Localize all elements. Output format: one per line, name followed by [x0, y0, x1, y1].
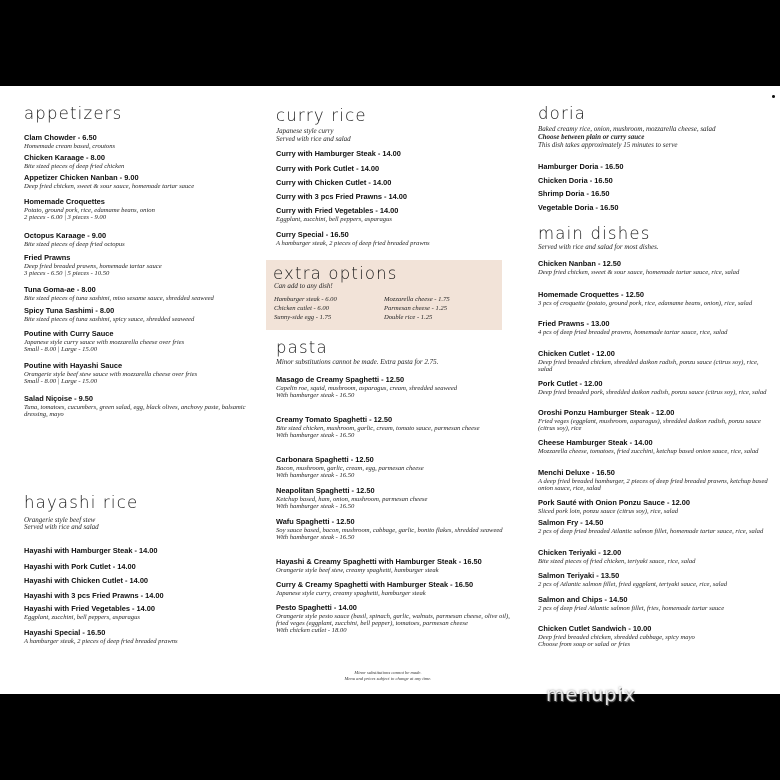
menu-item [24, 577, 260, 586]
item-description: Tuna, tomatoes, cucumbers, green salad, egg, black olives, anchovy paste, balsamic dressing, mayo [24, 403, 246, 418]
item-description: Bacon, mushroom, garlic, cream, egg, parmesan cheese [276, 464, 424, 472]
extra-options-subtitle: Can add to any dish! [274, 282, 333, 290]
menu-item [24, 198, 260, 221]
item-description: Choose from soup or salad or fries [538, 640, 631, 648]
menu-item [538, 596, 774, 612]
item-name: Poutine with Hayashi Sauce [24, 361, 123, 370]
item-extra-option: With hamburger steak - 16.50 [276, 431, 355, 439]
item-description: Bite sized pieces of deep fried octopus [24, 240, 125, 248]
item-description: Eggplant, zucchini, bell peppers, asparagus [24, 613, 140, 621]
menu-item [276, 487, 516, 510]
curry-heading: curry rice [276, 106, 367, 125]
menu-item [24, 307, 260, 323]
item-name: Vegetable Doria - 16.50 [538, 203, 619, 212]
item-price: Small - 8.00 | Large - 15.00 [24, 345, 97, 353]
menu-item [538, 204, 774, 213]
item-name: Hayashi with Hamburger Steak - 14.00 [24, 546, 158, 555]
extra-option: Chicken cutlet - 6.00 [274, 304, 329, 312]
menu-item [24, 629, 260, 645]
footer-line: Minor substitutions cannot be made. [354, 670, 422, 675]
item-name: Hayashi Special - 16.50 [24, 628, 106, 637]
item-name: Poutine with Curry Sauce [24, 329, 114, 338]
item-name: Hayashi with Pork Cutlet - 14.00 [24, 562, 136, 571]
menu-item [24, 592, 260, 601]
menu-item [276, 231, 516, 247]
menu-item [538, 469, 774, 492]
menu-item [276, 179, 516, 188]
item-description: Mozzarella cheese, tomatoes, fried zucchini, ketchup based onion sauce, rice, salad [538, 447, 759, 455]
extra-option: Hamburger steak - 6.00 [274, 296, 337, 303]
item-extra-option: With hamburger steak - 16.50 [276, 471, 355, 479]
item-description: Bite sized pieces of tuna sashimi, miso sesame sauce, shredded seaweed [24, 294, 214, 302]
menu-item [538, 409, 774, 432]
menu-item [276, 604, 516, 634]
item-name: Curry with Chicken Cutlet - 14.00 [276, 178, 392, 187]
extra-option: Sunny-side egg - 1.75 [274, 313, 332, 321]
menu-item [538, 163, 774, 172]
doria-description: Baked creamy rice, onion, mushroom, mozzarella cheese, salad [538, 125, 716, 133]
item-description: A hamburger steak, 2 pieces of deep fried breaded prawns [276, 239, 430, 247]
item-name: Curry with Pork Cutlet - 14.00 [276, 164, 380, 173]
item-name: Pesto Spaghetti - 14.00 [276, 603, 357, 612]
item-name: Hayashi with 3 pcs Fried Prawns - 14.00 [24, 591, 164, 600]
item-description: Orangerie style pesto sauce (basil, spinach, garlic, walnuts, parmesan cheese, olive oil), fried veges (eggplant, zucchini, bell pepper), tomatoes, parmesan cheese [276, 612, 510, 627]
footer-line: Menu and prices subject to change at any time. [344, 676, 432, 681]
item-name: Wafu Spaghetti - 12.50 [276, 517, 355, 526]
item-price: Small - 8.00 | Large - 15.00 [24, 377, 97, 385]
hayashi-subtitle: Served with rice and salad [24, 523, 99, 531]
menu-item [24, 232, 260, 248]
item-description: A deep fried breaded hamburger, 2 pieces of deep fried breaded prawns, ketchup based onion sauce, rice, salad [538, 477, 768, 492]
item-name: Homemade Croquettes [24, 197, 105, 206]
watermark: menupix [546, 684, 636, 706]
item-description: Bite sized pieces of tuna sashimi, spicy sauce, shredded seaweed [24, 315, 195, 323]
item-name: Clam Chowder - 6.50 [24, 133, 97, 142]
pasta-heading: pasta [276, 338, 328, 357]
menu-item [538, 380, 774, 396]
menu-item [276, 193, 516, 202]
item-name: Curry with Fried Vegetables - 14.00 [276, 206, 399, 215]
item-name: Carbonara Spaghetti - 12.50 [276, 455, 374, 464]
extra-options-box [266, 260, 502, 330]
menu-item [24, 154, 260, 170]
item-name: Curry with Hamburger Steak - 14.00 [276, 149, 401, 158]
item-name: Salmon Fry - 14.50 [538, 518, 604, 527]
item-extra-option: With hamburger steak - 16.50 [276, 502, 355, 510]
menu-item [538, 190, 774, 199]
item-name: Hamburger Doria - 16.50 [538, 162, 624, 171]
extra-option: Parmesan cheese - 1.25 [384, 304, 447, 312]
item-description: Fried veges (eggplant, mushroom, asparagus), shredded daikon radish, ponzu sauce (citrus soy), rice [538, 417, 761, 432]
menu-item [24, 330, 260, 353]
item-description: Capelin roe, squid, mushroom, asparagus, cream, shredded seaweed [276, 384, 458, 392]
item-description: Bite sized chicken, mushroom, garlic, cream, tomato sauce, parmesan cheese [276, 424, 480, 432]
item-description: Deep fried chicken, sweet & sour sauce, homemade tartar sauce, rice, salad [538, 268, 740, 276]
menu-item [276, 376, 516, 399]
item-description: Bite sized pieces of fried chicken, teriyaki sauce, rice, salad [538, 557, 696, 565]
item-name: Oroshi Ponzu Hamburger Steak - 12.00 [538, 408, 675, 417]
menu-page [0, 86, 780, 694]
item-description: Soy sauce based, bacon, mushroom, cabbage, garlic, bonito flakes, shredded seaweed [276, 526, 503, 534]
item-name: Pork Cutlet - 12.00 [538, 379, 603, 388]
item-description: Deep fried breaded prawns, homemade tartar sauce [24, 262, 162, 270]
item-description: Homemade cream based, croutons [24, 142, 116, 150]
item-name: Fried Prawns [24, 253, 71, 262]
doria-heading: doria [538, 104, 587, 123]
menu-item [538, 625, 774, 648]
extra-options-left [274, 296, 337, 322]
menu-item [538, 177, 774, 186]
item-name: Salmon and Chips - 14.50 [538, 595, 628, 604]
item-name: Salmon Teriyaki - 13.50 [538, 571, 620, 580]
menu-item [538, 572, 774, 588]
item-name: Menchi Deluxe - 16.50 [538, 468, 615, 477]
item-name: Appetizer Chicken Nanban - 9.00 [24, 173, 139, 182]
menu-item [276, 150, 516, 159]
menu-item [538, 260, 774, 276]
item-description: 3 pcs of croquette (potato, ground pork, rice, edamame beans, onion), rice, salad [538, 299, 753, 307]
menu-item [24, 563, 260, 572]
item-description: Ketchup based, ham, onion, mushroom, parmesan cheese [276, 495, 428, 503]
menu-item [276, 581, 516, 597]
item-name: Shrimp Doria - 16.50 [538, 189, 610, 198]
item-price: 3 pieces - 6.50 | 5 pieces - 10.50 [24, 269, 110, 277]
menu-item [24, 362, 260, 385]
menu-item [24, 286, 260, 302]
appetizers-heading: appetizers [24, 104, 123, 123]
item-name: Cheese Hamburger Steak - 14.00 [538, 438, 653, 447]
item-name: Chicken Cutlet Sandwich - 10.00 [538, 624, 652, 633]
item-description: 2 pcs of deep fried breaded Atlantic salmon fillet, homemade tartar sauce, rice, salad [538, 527, 764, 535]
main-dishes-heading: main dishes [538, 224, 651, 243]
item-name: Hayashi with Fried Vegetables - 14.00 [24, 604, 156, 613]
extra-option: Mozzarella cheese - 1.75 [384, 296, 450, 303]
item-extra-option: With hamburger steak - 16.50 [276, 391, 355, 399]
menu-item [24, 134, 260, 150]
item-name: Homemade Croquettes - 12.50 [538, 290, 644, 299]
item-name: Hayashi & Creamy Spaghetti with Hamburger Steak - 16.50 [276, 557, 482, 566]
hayashi-heading: hayashi rice [24, 493, 139, 512]
item-description: Deep fried breaded pork, shredded daikon radish, ponzu sauce (citrus soy), rice, salad [538, 388, 767, 396]
menu-item [276, 207, 516, 223]
menu-item [538, 549, 774, 565]
item-name: Salad Niçoise - 9.50 [24, 394, 94, 403]
menu-item [538, 439, 774, 455]
item-description: Japanese style curry sauce with mozzarella cheese over fries [24, 338, 185, 346]
menu-item [24, 605, 260, 621]
item-name: Tuna Goma-ae - 8.00 [24, 285, 96, 294]
item-description: A hamburger steak, 2 pieces of deep fried breaded prawns [24, 637, 178, 645]
item-name: Chicken Doria - 16.50 [538, 176, 613, 185]
item-name: Chicken Nanban - 12.50 [538, 259, 621, 268]
item-description: Sliced pork loin, ponzu sauce (citrus soy), rice, salad [538, 507, 679, 515]
item-name: Hayashi with Chicken Cutlet - 14.00 [24, 576, 149, 585]
menu-item [538, 519, 774, 535]
menu-footer [268, 670, 508, 682]
item-name: Masago de Creamy Spaghetti - 12.50 [276, 375, 405, 384]
menu-item [538, 499, 774, 515]
item-extra-option: With hamburger steak - 16.50 [276, 533, 355, 541]
item-description: Orangerie style beef stew, creamy spaghetti, hamburger steak [276, 566, 439, 574]
pasta-subtitle: Minor substitutions cannot be made. Extra pasta for 2.75. [276, 358, 439, 366]
item-name: Octopus Karaage - 9.00 [24, 231, 107, 240]
curry-subtitle: Served with rice and salad [276, 135, 351, 143]
extra-option: Double rice - 1.25 [384, 313, 433, 321]
item-name: Curry Special - 16.50 [276, 230, 349, 239]
item-description: Deep fried chicken, sweet & sour sauce, homemade tartar sauce [24, 182, 195, 190]
item-description: Orangerie style beef stew sauce with mozzarella cheese over fries [24, 370, 198, 378]
menu-item [24, 174, 260, 190]
menu-item [276, 558, 516, 574]
item-name: Spicy Tuna Sashimi - 8.00 [24, 306, 115, 315]
menu-item [538, 350, 774, 373]
hayashi-subtitle: Orangerie style beef stew [24, 516, 96, 524]
extra-options-heading: extra options [273, 264, 398, 283]
menu-item [276, 456, 516, 479]
menu-item [276, 518, 516, 541]
menu-item [24, 547, 260, 556]
menu-item [24, 254, 260, 277]
doria-description: Choose between plain or curry sauce [538, 133, 645, 141]
item-name: Curry & Creamy Spaghetti with Hamburger Steak - 16.50 [276, 580, 474, 589]
item-description: Bite sized pieces of deep fried chicken [24, 162, 125, 170]
item-description: Deep fried breaded chicken, shredded daikon radish, ponzu sauce (citrus soy), rice, salad [538, 358, 759, 373]
item-description: Potato, ground pork, rice, edamame beans, onion [24, 206, 155, 214]
item-name: Chicken Karaage - 8.00 [24, 153, 105, 162]
item-name: Pork Sauté with Onion Ponzu Sauce - 12.00 [538, 498, 690, 507]
item-description: Deep fried breaded chicken, shredded cabbage, spicy mayo [538, 633, 695, 641]
menu-item [538, 291, 774, 307]
item-description: Japanese style curry, creamy spaghetti, hamburger steak [276, 589, 426, 597]
item-description: 2 pcs of Atlantic salmon fillet, fried eggplant, teriyaki sauce, rice, salad [538, 580, 728, 588]
corner-mark [772, 95, 775, 98]
menu-item [538, 320, 774, 336]
curry-subtitle: Japanese style curry [276, 127, 334, 135]
item-name: Creamy Tomato Spaghetti - 12.50 [276, 415, 393, 424]
item-name: Chicken Cutlet - 12.00 [538, 349, 615, 358]
doria-description: This dish takes approximately 15 minutes to serve [538, 141, 678, 149]
item-price: 2 pieces - 6.00 | 3 pieces - 9.00 [24, 213, 107, 221]
item-description: 4 pcs of deep fried breaded prawns, homemade tartar sauce, rice, salad [538, 328, 728, 336]
extra-options-right [384, 296, 450, 322]
menu-item [276, 165, 516, 174]
item-name: Chicken Teriyaki - 12.00 [538, 548, 622, 557]
item-description: Eggplant, zucchini, bell peppers, asparagus [276, 215, 392, 223]
item-name: Curry with 3 pcs Fried Prawns - 14.00 [276, 192, 408, 201]
menu-item [276, 416, 516, 439]
main-dishes-subtitle: Served with rice and salad for most dishes. [538, 243, 659, 251]
item-name: Fried Prawns - 13.00 [538, 319, 610, 328]
item-description: 2 pcs of deep fried Atlantic salmon fillet, fries, homemade tartar sauce [538, 604, 725, 612]
menu-item [24, 395, 260, 418]
item-extra-option: With chicken cutlet - 18.00 [276, 626, 347, 634]
item-name: Neapolitan Spaghetti - 12.50 [276, 486, 375, 495]
